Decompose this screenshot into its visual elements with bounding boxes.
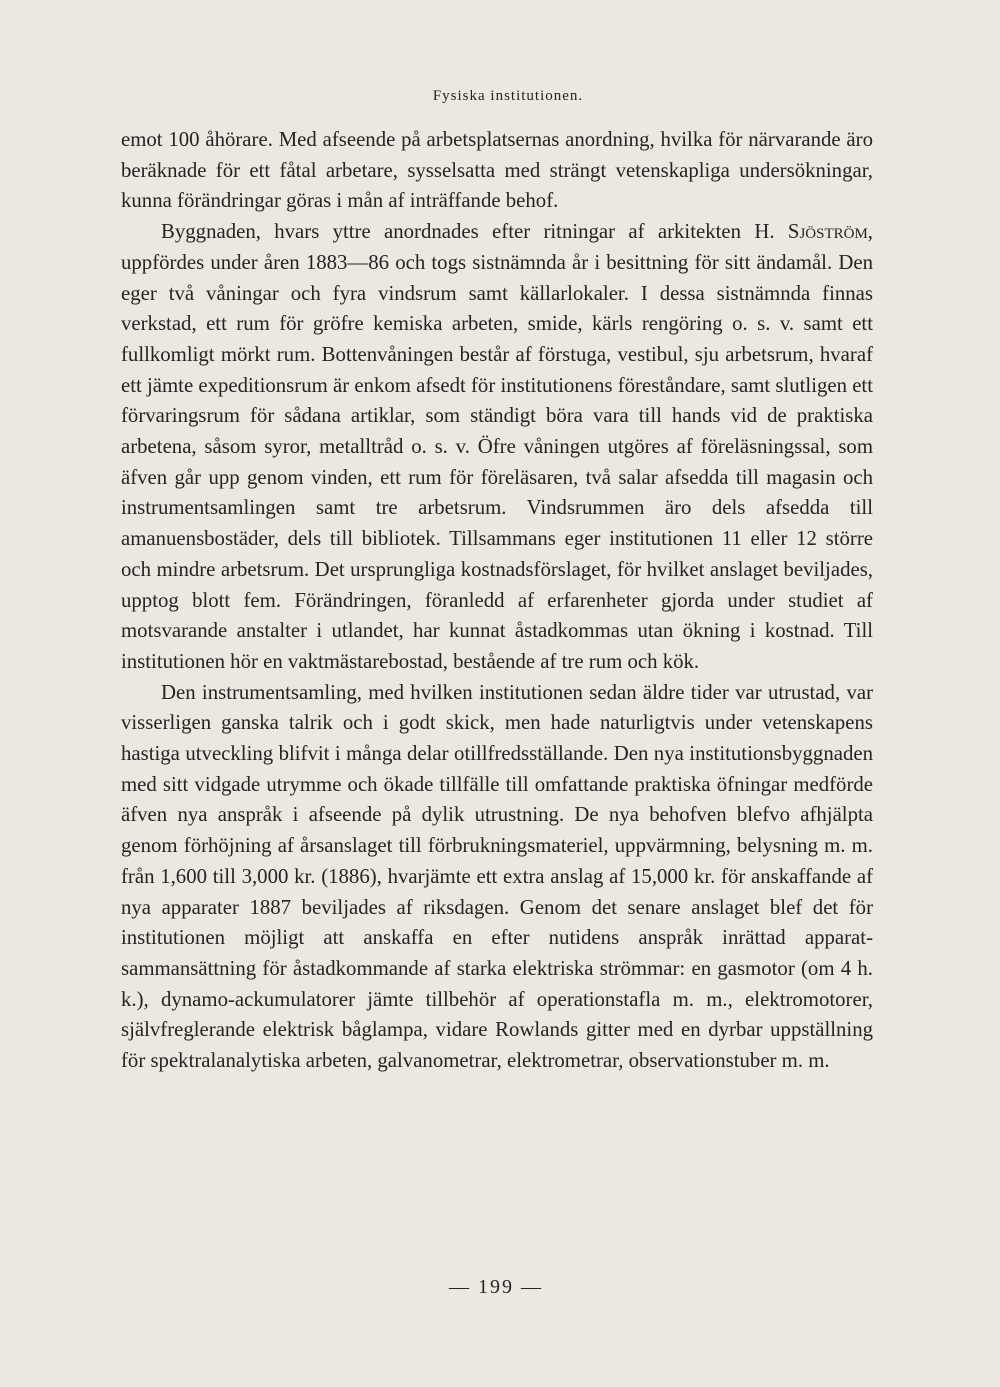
architect-name: Sjöström [787,220,868,244]
paragraph-text: , uppfördes under åren 1883—86 och togs sistnämnda år i besittning för sitt ändamål. Den eger två våningar och fyra vindsrum samt källarlokaler. I dessa sistnämnda finnas verkstad, ett rum för gröfre kemiska arbeten, smide, kärls rengöring o. s. v. samt ett fullkomligt mörkt rum. Bottenvåningen består af förstuga, vestibul, sju arbetsrum, hvaraf ett jämte expeditionsrum är enkom afsedt för institutionens föreståndare, samt slutligen ett förvaringsrum för sådana artiklar, som ständigt böra vara till hands vid de praktiska arbetena, såsom syror, metalltråd o. s. v. Öfre våningen utgöres af föreläsningssal, som äfven går upp genom vinden, ett rum för föreläsaren, två salar afsedda till magasin och instrumentsamlingen samt tre arbetsrum. Vindsrummen äro dels afsedda till amanuensbostäder, dels till bibliotek. Tillsammans eger institutionen 11 eller 12 större och mindre arbetsrum. Det ursprungliga kostnadsförslaget, för hvilket anslaget beviljades, upptog blott fem. Förändringen, föranledd af erfarenheter gjorda under studiet af motsvarande anstalter i utlandet, har kunnat åstadkommas utan ökning i kostnad. Till institutionen hör en vaktmästarebostad, bestående af tre rum och kök. [121,220,873,673]
paragraph [121,217,873,678]
paragraph: emot 100 åhörare. Med afseende på arbetsplatsernas anordning, hvilka för närvarande äro beräknade för ett fåtal arbetare, sysselsatta med strängt vetenskapliga undersökningar, kunna förändringar göras i mån af inträffande behof. [121,128,873,213]
paragraph: Den instrumentsamling, med hvilken institutionen sedan äldre tider var utrustad, var visserligen ganska talrik och i godt skick, men hade naturligtvis under vetenskapens hastiga utveckling blifvit i många delar otillfredsställande. Den nya institutionsbyggnaden med sitt vidgade utrymme och ökade tillfälle till omfattande praktiska öfningar medförde äfven nya anspråk i afseende på dylik utrustning. De nya behofven blefvo afhjälpta genom förhöjning af årsanslaget till förbrukningsmateriel, uppvärmning, belysning m. m. från 1,600 till 3,000 kr. (1886), hvarjämte ett extra anslag af 15,000 kr. för anskaffande af nya apparater 1887 beviljades af riksdagen. Genom det senare anslaget blef det för institutionen möjligt att anskaffa en efter nutidens anspråk inrättad apparat-sammansättning för åstadkommande af starka elektriska strömmar: en gasmotor (om 4 h. k.), dynamo-ackumulatorer jämte tillbehör af operationstafla m. m., elektromotorer, självfreglerande elektrisk båglampa, vidare Rowlands gitter med en dyrbar uppställning för spektralanalytiska arbeten, galvanometrar, elektrometrar, observationstuber m. m. [121,680,873,1073]
paragraph-text: Byggnaden, hvars yttre anordnades efter ritningar af arkitekten H. [161,220,788,244]
running-header: Fysiska institutionen. [432,88,584,104]
page-number: — 199 — [449,1276,543,1298]
body-text [121,125,873,1077]
